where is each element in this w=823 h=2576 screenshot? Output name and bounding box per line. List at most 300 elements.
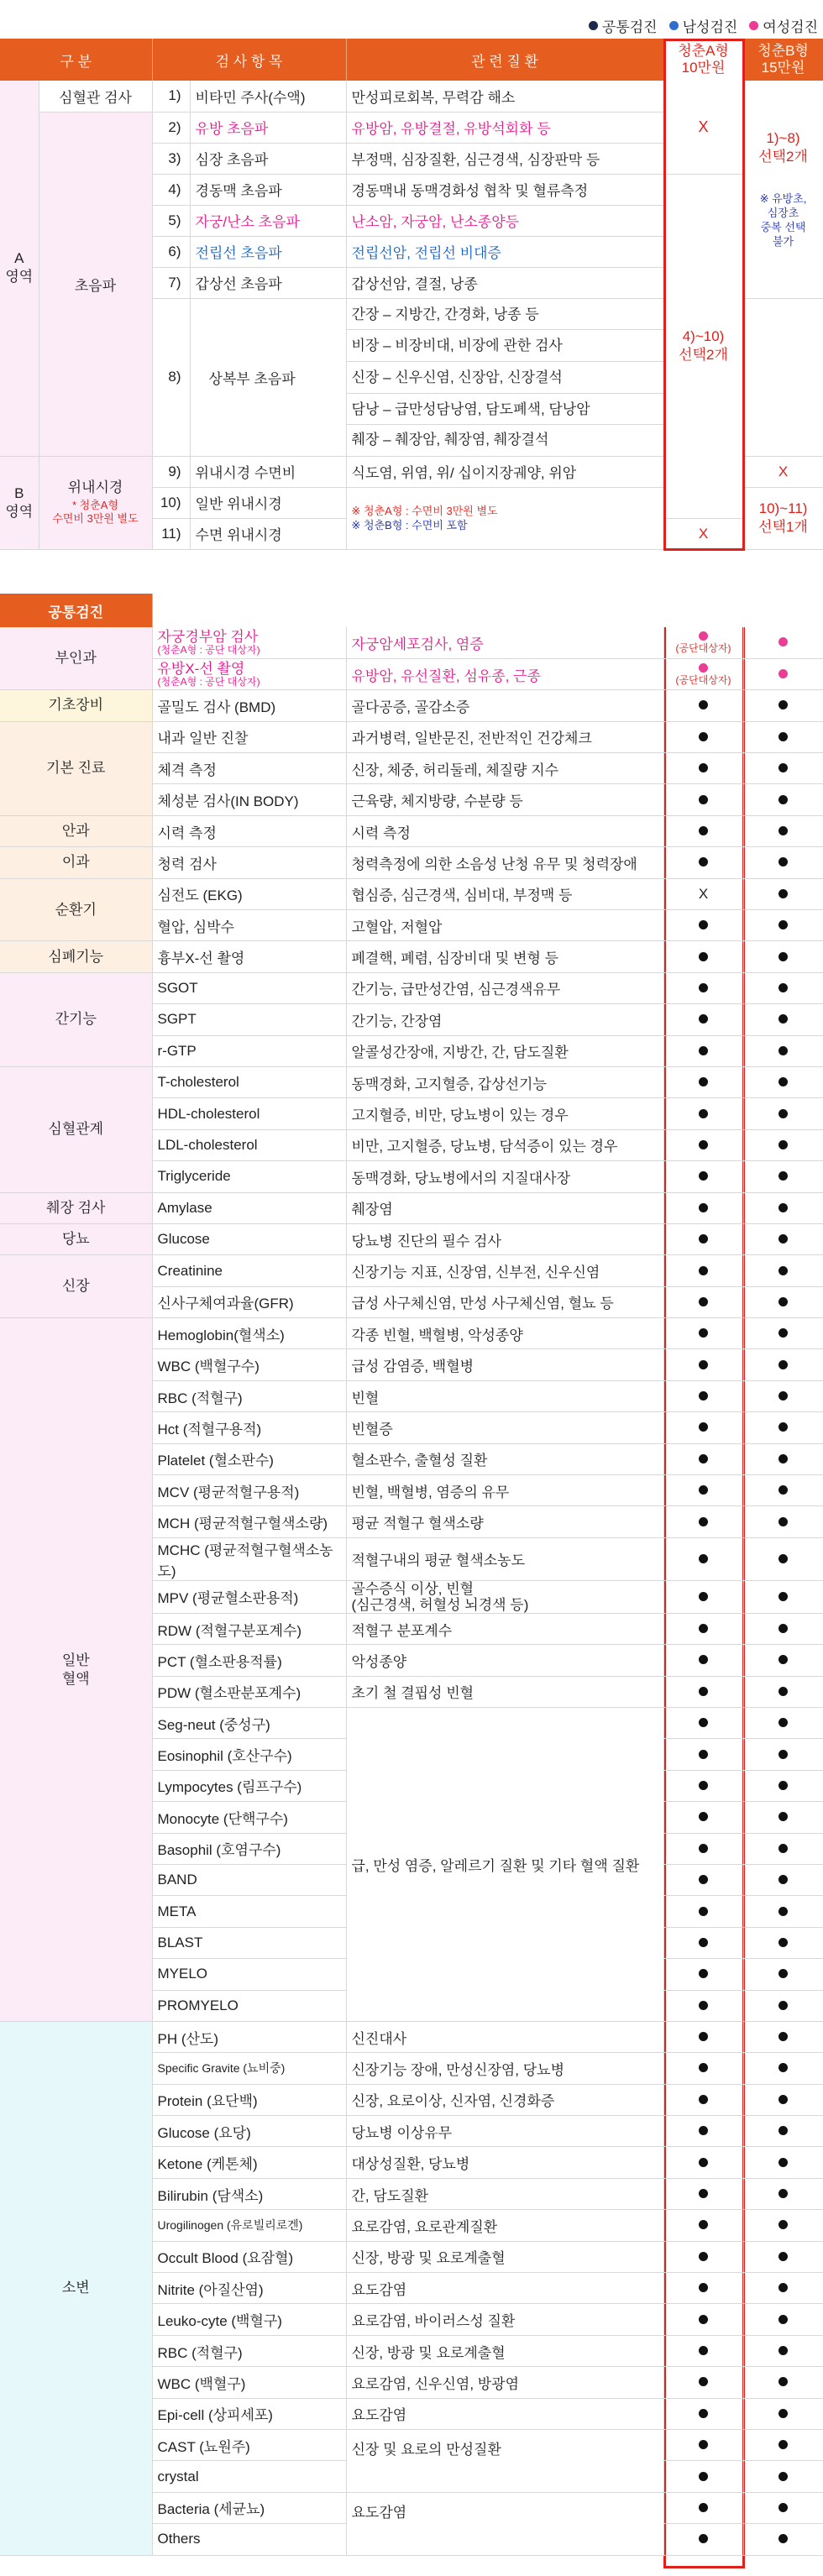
plan-a-mark [663, 1613, 743, 1644]
cat-endo-note: * 청춘A형 수면비 3만원 별도 [52, 498, 139, 525]
common-dot-icon [778, 2158, 788, 2167]
plan-b-mark [743, 2147, 823, 2178]
plan-b-mark [743, 1475, 823, 1506]
plan-b-mark [743, 1286, 823, 1317]
common-dot-icon [778, 1938, 788, 1947]
common-dot-icon [778, 2252, 788, 2261]
legend-female: 여성검진 [749, 15, 818, 36]
common-dot-icon [699, 2252, 708, 2261]
abdomen-item: 간장 – 지방간, 간경화, 낭종 등 [347, 299, 663, 331]
common-dot-icon [778, 2377, 788, 2386]
row-disease: 갑상선암, 결절, 낭종 [346, 267, 663, 298]
row-no: 7) [152, 267, 190, 298]
item-name: Epi-cell (상피세포) [152, 2398, 346, 2429]
plan-b-mark [743, 1645, 823, 1676]
item-disease: 급, 만성 염증, 알레르기 질환 및 기타 혈액 질환 [346, 1708, 663, 2022]
row-no: 3) [152, 143, 190, 174]
header-common: 공통검진 [0, 594, 152, 627]
item-name: PH (산도) [152, 2021, 346, 2052]
item-disease: 당뇨병 이상유무 [346, 2116, 663, 2147]
row-item: 갑상선 초음파 [190, 267, 346, 298]
common-dot-icon [699, 1077, 708, 1086]
item-name: Seg-neut (중성구) [152, 1708, 346, 1739]
public-note: (공단대상자) [675, 642, 731, 655]
plan-b-mark [743, 1739, 823, 1770]
item-disease: 신진대사 [346, 2021, 663, 2052]
common-dot-icon [778, 763, 788, 772]
item-disease: 신장, 방광 및 요로계출혈 [346, 2241, 663, 2272]
plan-b-mark [743, 1896, 823, 1927]
row-no: 9) [152, 456, 190, 487]
plan-a-mark [663, 2335, 743, 2366]
plan-b-mark [743, 972, 823, 1003]
plan-a-mark [663, 941, 743, 972]
row-item: 상복부 초음파 [190, 298, 346, 456]
endo-note-blue: ※ 청춘B형 : 수면비 포함 [351, 519, 468, 531]
item-name [152, 627, 346, 658]
common-dot-icon [699, 763, 708, 772]
item-disease: 폐결핵, 폐렴, 심장비대 및 변형 등 [346, 941, 663, 972]
item-name: MCH (평균적혈구혈색소량) [152, 1506, 346, 1537]
item-disease: 빈혈 [346, 1380, 663, 1411]
item-disease: 고지혈증, 비만, 당뇨병이 있는 경우 [346, 1098, 663, 1129]
plan-a-mark [663, 2492, 743, 2523]
common-dot-icon [699, 1875, 708, 1884]
plan-b-mark [743, 1349, 823, 1380]
item-name: MPV (평균혈소판용적) [152, 1580, 346, 1613]
plan-a-mark [663, 1255, 743, 1286]
item-name: Eosinophil (호산구수) [152, 1739, 346, 1770]
group-label: 심폐기능 [0, 941, 152, 972]
common-dot-icon [699, 1485, 708, 1495]
plan-a-mark [663, 1318, 743, 1349]
table-header [0, 594, 823, 627]
plan-a-mark [663, 1129, 743, 1160]
common-dot-icon [778, 2283, 788, 2292]
plan-a-mark [663, 1959, 743, 1990]
item-disease: 간, 담도질환 [346, 2178, 663, 2209]
row-disease: 식도염, 위염, 위/ 십이지장궤양, 위암 [346, 456, 663, 487]
plan-a-mark [663, 1802, 743, 1833]
plan-b-mark [743, 847, 823, 878]
plan-b-mark [743, 627, 823, 658]
endo-notes [346, 487, 663, 549]
plan-b-mark [743, 2492, 823, 2523]
plan-b-mark [743, 1613, 823, 1644]
common-dot-icon [699, 952, 708, 961]
common-dot-icon [778, 2095, 788, 2104]
common-dot-icon [778, 1624, 788, 1633]
dot-icon [589, 21, 598, 30]
plan-a-mark [663, 910, 743, 941]
item-name: Nitrite (아질산염) [152, 2273, 346, 2304]
common-dot-icon [699, 700, 708, 709]
item-name: 심전도 (EKG) [152, 878, 346, 909]
item-disease: 신장기능 장애, 만성신장염, 당뇨병 [346, 2053, 663, 2084]
common-dot-icon [699, 1014, 708, 1024]
item-name: SGOT [152, 972, 346, 1003]
item-disease: 간기능, 급만성간염, 심근경색유무 [346, 972, 663, 1003]
item-name: WBC (백혈구수) [152, 1349, 346, 1380]
item-disease: 요로감염, 바이러스성 질환 [346, 2304, 663, 2335]
item-name: Platelet (혈소판수) [152, 1443, 346, 1474]
item-name: Bacteria (세균뇨) [152, 2492, 346, 2523]
item-title: 유방X-선 촬영 [157, 660, 245, 677]
plan-b-mark [743, 1959, 823, 1990]
item-disease: 각종 빈혈, 백혈병, 악성종양 [346, 1318, 663, 1349]
common-dot-icon [699, 2032, 708, 2041]
plan-b-mark [743, 1537, 823, 1580]
plan-a-mark [663, 2021, 743, 2052]
plan-b-mark [743, 2461, 823, 2492]
plan-a-x1: X [663, 81, 743, 174]
group-label: 일반 혈액 [0, 1318, 152, 2022]
row-disease: 전립선암, 전립선 비대증 [346, 236, 663, 267]
plan-b-mark [743, 1066, 823, 1097]
plan-a-mark [663, 1645, 743, 1676]
plan-b-mark [743, 2210, 823, 2241]
item-name: Urogilinogen (유로빌리로겐) [152, 2210, 346, 2241]
plan-b-mark [743, 1443, 823, 1474]
row-no: 8) [152, 298, 190, 456]
group-label: 부인과 [0, 627, 152, 690]
common-dot-icon [778, 2063, 788, 2072]
plan-b-mark [743, 941, 823, 972]
common-dot-icon [699, 857, 708, 867]
item-disease: 자궁암세포검사, 염증 [346, 627, 663, 658]
cat-endo-label: 위내시경 [67, 479, 123, 495]
plan-a-mark [663, 1380, 743, 1411]
common-dot-icon [778, 1422, 788, 1432]
row-disease: 만성피로회복, 무력감 해소 [346, 81, 663, 112]
common-dot-icon [778, 2503, 788, 2512]
item-name: CAST (뇨원주) [152, 2429, 346, 2460]
common-dot-icon [699, 1969, 708, 1978]
item-disease: 유방암, 유선질환, 섬유종, 근종 [346, 658, 663, 689]
common-dot-icon [699, 826, 708, 835]
plan-a-mark [663, 690, 743, 721]
plan-a-mark [663, 1537, 743, 1580]
plan-b-mark [743, 1161, 823, 1192]
row-item: 유방 초음파 [190, 112, 346, 143]
item-disease: 빈혈증 [346, 1412, 663, 1443]
plan-a-mark [663, 784, 743, 815]
abdomen-item: 췌장 – 췌장암, 췌장염, 췌장결석 [351, 432, 549, 448]
common-dot-icon [778, 2126, 788, 2135]
row-item: 수면 위내시경 [190, 518, 346, 549]
item-name: 혈압, 심박수 [152, 910, 346, 941]
plan-b-mark [743, 2241, 823, 2272]
dot-icon [669, 21, 679, 30]
group-label: 안과 [0, 815, 152, 846]
row-disease: 난소암, 자궁암, 난소종양등 [346, 205, 663, 236]
item-name: T-cholesterol [152, 1066, 346, 1097]
item-disease: 췌장염 [346, 1192, 663, 1223]
row-disease: 유방암, 유방결절, 유방석회화 등 [346, 112, 663, 143]
area-a: A 영역 [0, 81, 39, 456]
plan-a-mark [663, 1833, 743, 1864]
plan-a-mark [663, 721, 743, 752]
item-name: 흉부X-선 촬영 [152, 941, 346, 972]
common-dot-icon [699, 2126, 708, 2135]
item-name: Others [152, 2524, 346, 2555]
common-dot-icon [699, 1203, 708, 1212]
common-dot-icon [778, 2220, 788, 2229]
item-disease: 초기 철 결핍성 빈혈 [346, 1676, 663, 1707]
plan-b-mark [743, 1833, 823, 1864]
plan-a-mark [663, 1035, 743, 1066]
abdomen-item: 담낭 – 급만성담낭염, 담도폐색, 담낭암 [347, 394, 663, 426]
group-label: 췌장 검사 [0, 1192, 152, 1223]
plan-b-mark [743, 1129, 823, 1160]
item-name: r-GTP [152, 1035, 346, 1066]
plan-a-mark [663, 1676, 743, 1707]
plan-a-mark [663, 1506, 743, 1537]
common-dot-icon [778, 1592, 788, 1601]
table-row [0, 627, 823, 658]
common-dot-icon [778, 700, 788, 709]
table-row [0, 721, 823, 752]
common-dot-icon [778, 952, 788, 961]
item-disease: 평균 적혈구 혈색소량 [346, 1506, 663, 1537]
plan-b-mark [743, 2178, 823, 2209]
common-dot-icon [699, 1687, 708, 1696]
common-dot-icon [699, 2503, 708, 2512]
common-dot-icon [699, 1454, 708, 1463]
item-name: Ketone (케톤체) [152, 2147, 346, 2178]
plan-b-select1 [743, 81, 823, 298]
plan-b-mark [743, 1506, 823, 1537]
common-dot-icon [778, 1687, 788, 1696]
item-disease: 당뇨병 진단의 필수 검사 [346, 1223, 663, 1254]
item-name: LDL-cholesterol [152, 1129, 346, 1160]
plan-b-mark [743, 1318, 823, 1349]
plan-a-mark: X [663, 878, 743, 909]
item-disease: 동맥경화, 고지혈증, 갑상선기능 [346, 1066, 663, 1097]
common-dot-icon [699, 1781, 708, 1790]
plan-b-mark [743, 1412, 823, 1443]
table-row [0, 941, 823, 972]
common-dot-icon [699, 2158, 708, 2167]
group-label: 심혈관계 [0, 1066, 152, 1192]
item-disease: 급성 사구체신염, 만성 사구체신염, 혈뇨 등 [346, 1286, 663, 1317]
row-item: 위내시경 수면비 [190, 456, 346, 487]
item-name: BLAST [152, 1927, 346, 1958]
item-disease: 혈소판수, 출혈성 질환 [346, 1443, 663, 1474]
group-label: 이과 [0, 847, 152, 878]
item-name: Creatinine [152, 1255, 346, 1286]
common-dot-icon [699, 1422, 708, 1432]
common-dot-icon [778, 1046, 788, 1055]
item-name: Amylase [152, 1192, 346, 1223]
row-item: 전립선 초음파 [190, 236, 346, 267]
plan-b-mark [743, 2273, 823, 2304]
plan-a-mark [663, 847, 743, 878]
common-dot-icon [778, 1844, 788, 1853]
plan-b-select2: 10)~11) 선택1개 [743, 487, 823, 549]
plan-a-mark [663, 1223, 743, 1254]
plan-b-mark [743, 784, 823, 815]
plan-b-mark [743, 2304, 823, 2335]
plan-b-mark [743, 1708, 823, 1739]
plan-a-mark [663, 2367, 743, 2398]
row-no: 1) [152, 81, 190, 112]
header-category: 구 분 [0, 39, 152, 81]
plan-a-mark [663, 1192, 743, 1223]
item-name: Monocyte (단핵구수) [152, 1802, 346, 1833]
common-dot-icon [699, 1938, 708, 1947]
plan-a-mark [663, 1004, 743, 1035]
row-item: 경동맥 초음파 [190, 174, 346, 205]
female-dot-icon [699, 663, 708, 673]
item-disease: 신장기능 지표, 신장염, 신부전, 신우신염 [346, 1255, 663, 1286]
common-dot-icon [699, 1907, 708, 1916]
item-disease: 청력측정에 의한 소음성 난청 유무 및 청력장애 [346, 847, 663, 878]
plan-b-mark [743, 1802, 823, 1833]
item-name: HDL-cholesterol [152, 1098, 346, 1129]
item-disease: 급성 감염증, 백혈병 [346, 1349, 663, 1380]
plan-a-mark [663, 2147, 743, 2178]
plan-a-mark [663, 627, 743, 658]
common-dot-icon [778, 1718, 788, 1727]
common-dot-icon [778, 1234, 788, 1243]
common-dot-icon [778, 1554, 788, 1563]
plan-b-mark [743, 878, 823, 909]
item-name: Protein (요단백) [152, 2084, 346, 2115]
table-row [0, 1192, 823, 1223]
plan-b-mark [743, 1990, 823, 2021]
plan-b-mark [743, 1927, 823, 1958]
item-disease: 요로감염, 요로관계질환 [346, 2210, 663, 2241]
common-dot-icon [699, 1624, 708, 1633]
item-title: 자궁경부암 검사 [157, 628, 259, 645]
plan-a-mark [663, 2461, 743, 2492]
plan-b-mark [743, 910, 823, 941]
common-dot-icon [699, 2095, 708, 2104]
item-disease: 요로감염, 신우신염, 방광염 [346, 2367, 663, 2398]
table-row [0, 815, 823, 846]
common-dot-icon [699, 1109, 708, 1118]
common-dot-icon [699, 1554, 708, 1563]
common-dot-icon [699, 1234, 708, 1243]
abdomen-item: 비장 – 비장비대, 비장에 관한 검사 [347, 330, 663, 362]
common-dot-icon [778, 1391, 788, 1401]
common-dot-icon [778, 1517, 788, 1526]
plan-b-mark [743, 1864, 823, 1895]
plan-b-mark [743, 690, 823, 721]
group-label: 신장 [0, 1255, 152, 1318]
common-dot-icon [699, 920, 708, 929]
item-name: Bilirubin (담색소) [152, 2178, 346, 2209]
plan-a-mark [663, 1580, 743, 1613]
plan-b-mark [743, 2398, 823, 2429]
item-disease: 신장, 요로이상, 신자염, 신경화증 [346, 2084, 663, 2115]
item-name: PROMYELO [152, 1990, 346, 2021]
common-dot-icon [699, 795, 708, 804]
common-dot-icon [778, 1140, 788, 1149]
common-dot-icon [778, 1750, 788, 1759]
item-name: 신사구체여과율(GFR) [152, 1286, 346, 1317]
item-sub: (청춘A형 : 공단 대상자) [157, 643, 260, 656]
common-dot-icon [778, 2032, 788, 2041]
common-dot-icon [699, 1140, 708, 1149]
plan-b-mark [743, 815, 823, 846]
item-name: 체격 측정 [152, 753, 346, 784]
plan-a-mark [663, 1443, 743, 1474]
item-name: 체성분 검사(IN BODY) [152, 784, 346, 815]
group-label: 순환기 [0, 878, 152, 941]
plan-a-mark [663, 1864, 743, 1895]
plan-b-mark [743, 2367, 823, 2398]
plan-a-x2: X [663, 518, 743, 549]
item-name: Specific Gravite (뇨비중) [152, 2053, 346, 2084]
common-dot-icon [778, 1875, 788, 1884]
table-row [0, 878, 823, 909]
common-dot-icon [699, 1592, 708, 1601]
item-name: RBC (적혈구) [152, 1380, 346, 1411]
plan-a-mark [663, 1770, 743, 1801]
item-name: PDW (혈소판분포계수) [152, 1676, 346, 1707]
common-dot-icon [778, 1297, 788, 1306]
item-name: MYELO [152, 1959, 346, 1990]
row-item: 자궁/난소 초음파 [190, 205, 346, 236]
header-item: 검 사 항 목 [152, 39, 346, 81]
common-dot-icon [778, 983, 788, 992]
common-dot-icon [699, 2001, 708, 2010]
row-no: 2) [152, 112, 190, 143]
item-disease: 신장, 체중, 허리둘레, 체질량 지수 [346, 753, 663, 784]
common-dot-icon [699, 2346, 708, 2355]
item-name: MCHC (평균적혈구혈색소농도) [152, 1537, 346, 1580]
plan-b-mark [743, 1255, 823, 1286]
group-label: 소변 [0, 2021, 152, 2555]
plan-b-mark [743, 753, 823, 784]
plan-a-mark [663, 2304, 743, 2335]
common-dot-icon [699, 2377, 708, 2386]
plan-b-mark [743, 1098, 823, 1129]
group-label: 당뇨 [0, 1223, 152, 1254]
common-dot-icon [778, 1454, 788, 1463]
row-no: 5) [152, 205, 190, 236]
common-dot-icon [778, 1203, 788, 1212]
item-disease: 요도감염 [346, 2492, 663, 2555]
table-row [0, 1223, 823, 1254]
item-name: BAND [152, 1864, 346, 1895]
plan-a-mark [663, 2429, 743, 2460]
common-dot-icon [778, 1907, 788, 1916]
plan-b-mark [743, 2116, 823, 2147]
common-dot-icon [778, 2409, 788, 2418]
item-name: Hemoglobin(혈색소) [152, 1318, 346, 1349]
item-name: Triglyceride [152, 1161, 346, 1192]
cat-ultra: 초음파 [39, 112, 152, 456]
item-disease: 골다공증, 골감소증 [346, 690, 663, 721]
item-name: META [152, 1896, 346, 1927]
plan-a-mark [663, 972, 743, 1003]
common-dot-icon [778, 1266, 788, 1275]
common-dot-icon [699, 1328, 708, 1338]
plan-b-mark [743, 2084, 823, 2115]
abdomen-list [346, 298, 663, 456]
common-dot-icon [699, 2409, 708, 2418]
common-exam-table [0, 594, 823, 2556]
plan-a-mark [663, 1349, 743, 1380]
plan-a-mark [663, 1412, 743, 1443]
common-dot-icon [778, 2001, 788, 2010]
plan-a-mark [663, 2273, 743, 2304]
item-disease: 신장 및 요로의 만성질환 [346, 2429, 663, 2492]
plan-b-mark [743, 1192, 823, 1223]
